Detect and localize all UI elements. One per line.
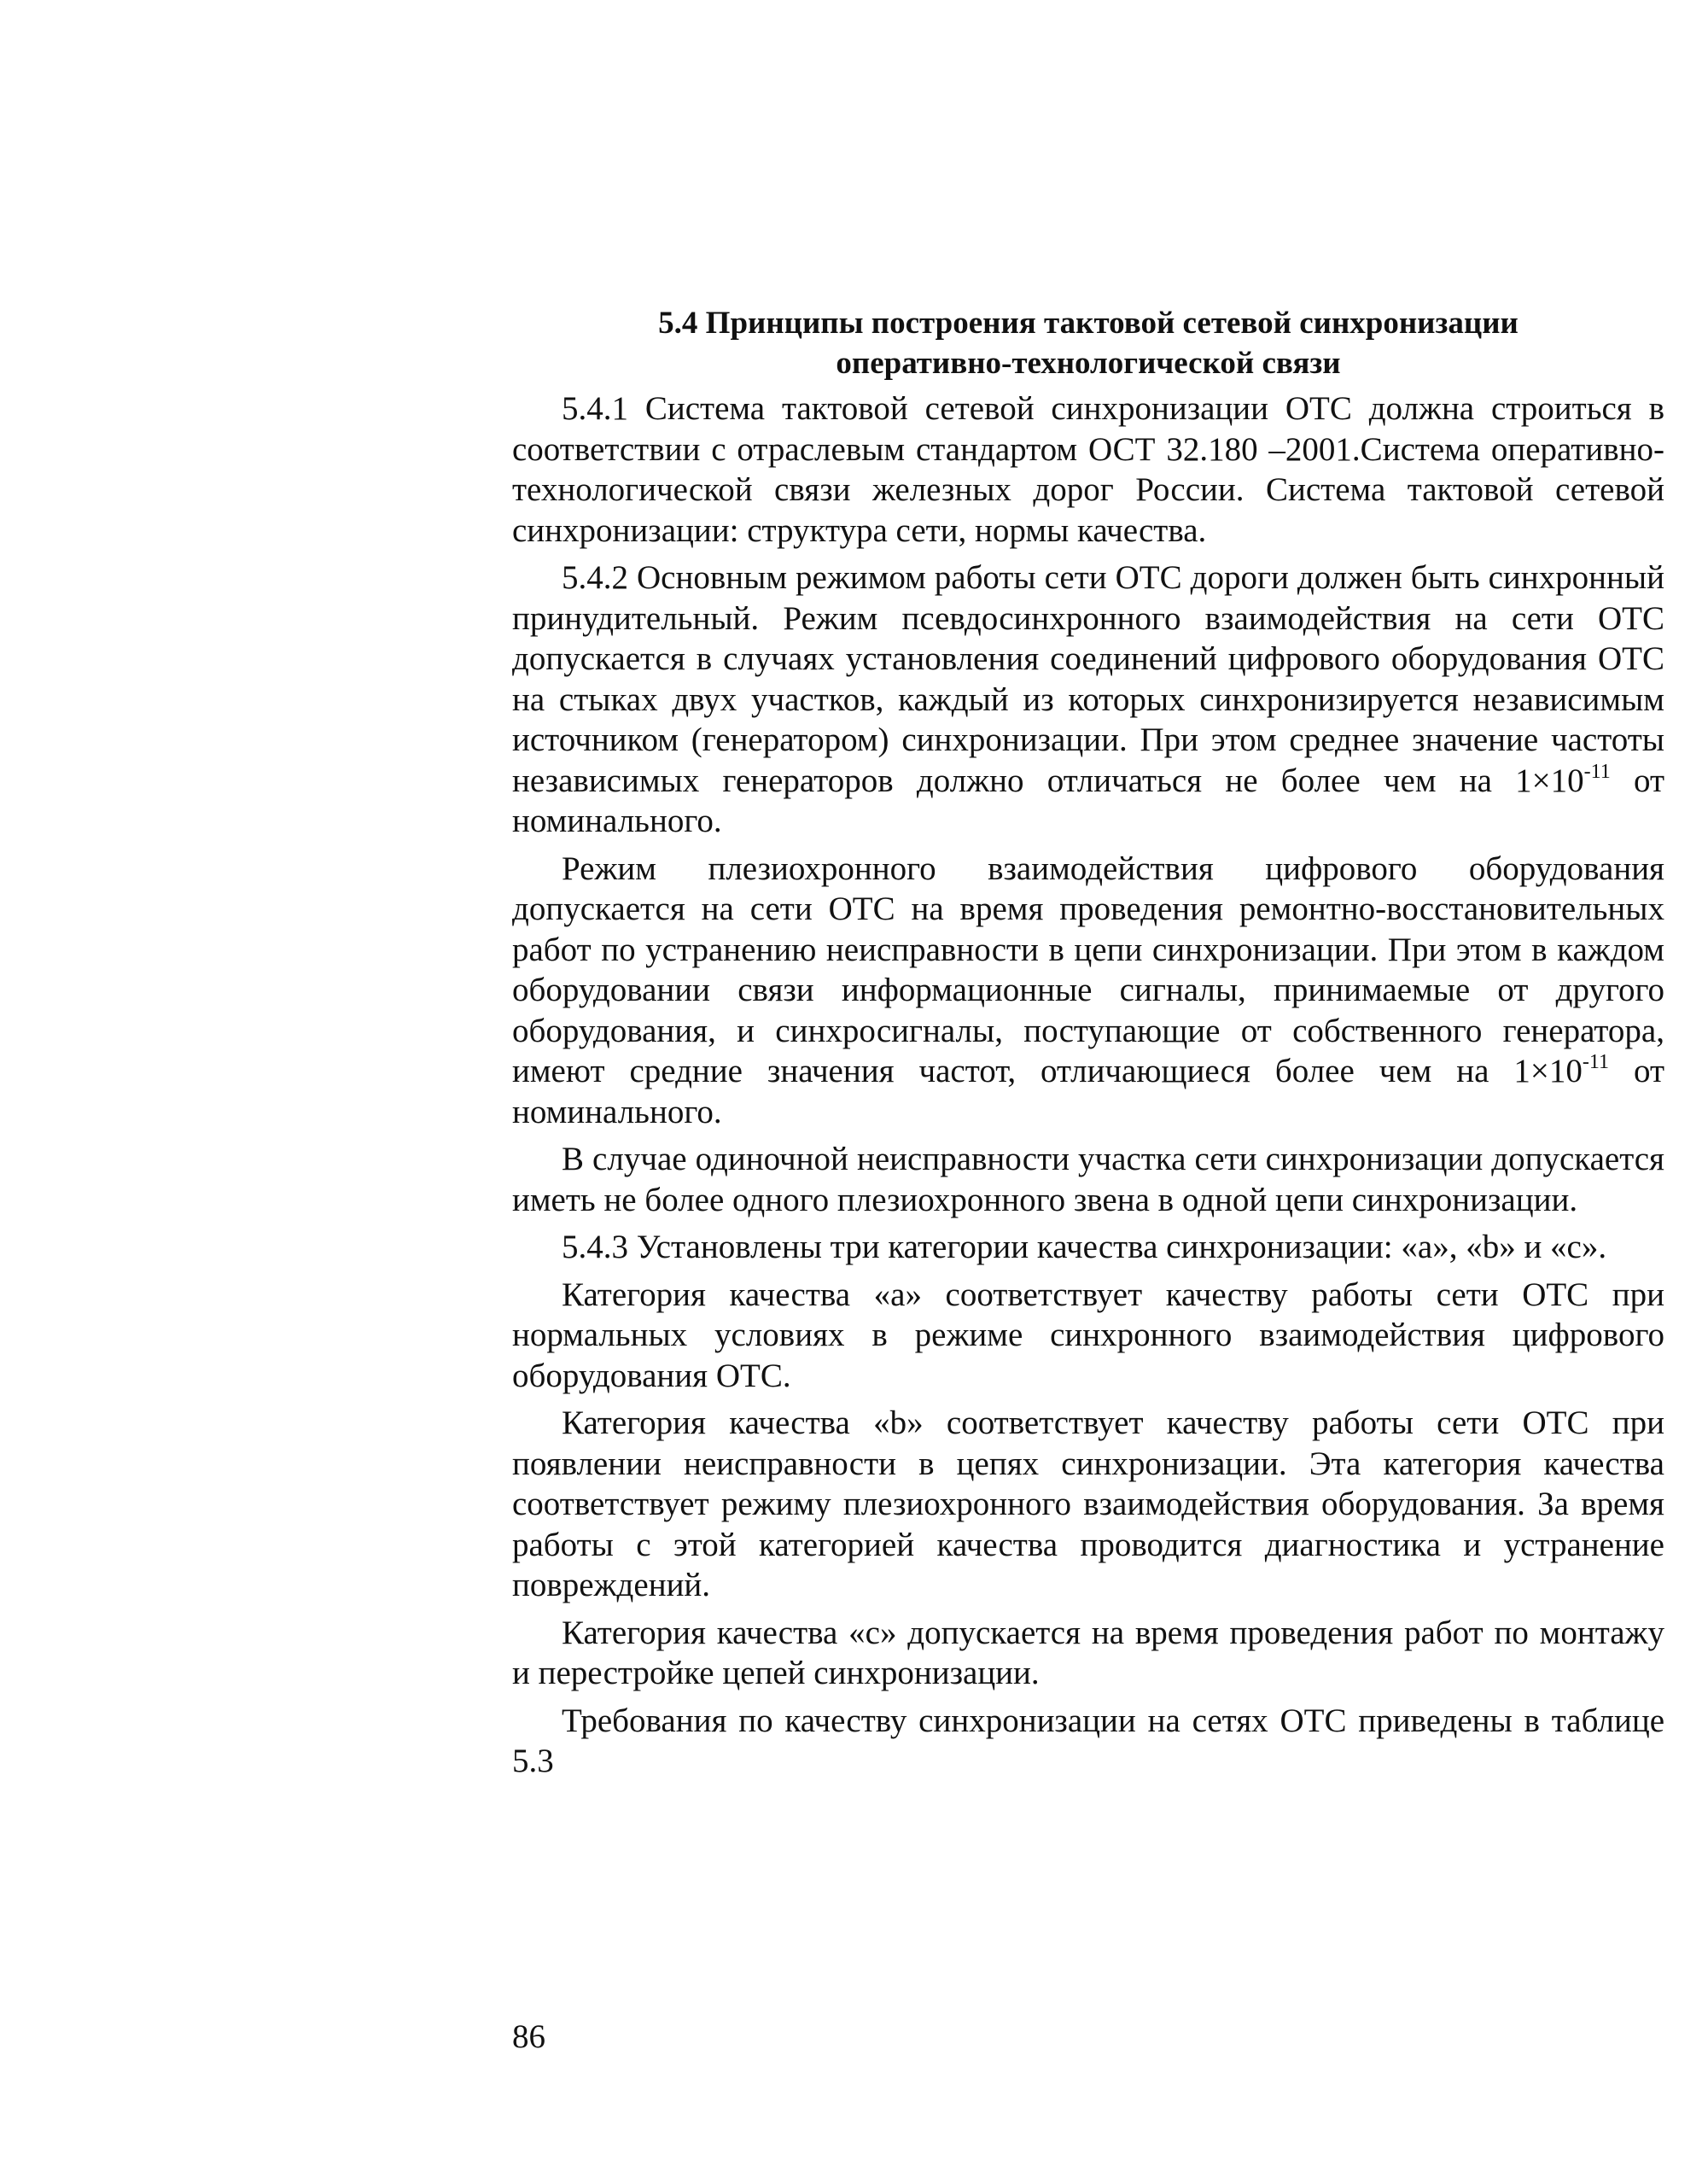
paragraph-plesiochronous-text: Режим плезиохронного взаимодействия цифрового оборудования допускается на сети ОТС на время проведения ремонтно-восстановительных работ по устранению неисправности в цепи синхронизации. При этом в каждом оборудовании связи информационные сигналы, принимаемые от другого оборудования, и синхросигналы, поступающие от собственного генератора, имеют средние значения частот, отличающиеся более чем на (512, 850, 1664, 1089)
paragraph-category-b: Категория качества «b» соответствует качеству работы сети ОТС при появлении неисправности в цепях синхронизации. Эта категория качества соответствует режиму плезиохронного взаимодействия оборудования. За время работы с этой категорией качества проводится диагностика и устранение повреждений. (512, 1404, 1664, 1603)
section-title-line-1: 5.4 Принципы построения тактовой сетевой синхронизации (658, 306, 1519, 341)
tolerance-exponent-2: -11 (1582, 1051, 1610, 1073)
frequency-tolerance-2 (1513, 1053, 1609, 1089)
paragraph-5-4-2 (512, 558, 1664, 842)
section-title-line-2: оперативно-технологической связи (836, 346, 1341, 381)
paragraph-table-reference: Требования по качеству синхронизации на сетях ОТС приведены в таблице 5.3 (512, 1702, 1664, 1779)
tolerance-mantissa: 1×10 (1515, 762, 1584, 799)
tolerance-exponent: -11 (1583, 760, 1611, 783)
paragraph-plesiochronous-tail: от номинального. (512, 1053, 1665, 1130)
page-number: 86 (512, 2018, 545, 2055)
frequency-tolerance (1515, 762, 1611, 799)
section-heading (512, 303, 1664, 383)
paragraph-single-fault: В случае одиночной неисправности участка сети синхронизации допускается иметь не более одного плезиохронного звена в одной цепи синхронизации. (512, 1141, 1664, 1218)
body-text (512, 388, 1664, 1789)
paragraph-5-4-1: 5.4.1 Система тактовой сетевой синхронизации ОТС должна строиться в соответствии с отраслевым стандартом ОСТ 32.180 –2001.Система оперативно-технологической связи железных дорог России. Система тактовой сетевой синхронизации: структура сети, нормы качества. (512, 390, 1664, 549)
paragraph-5-4-2-text: 5.4.2 Основным режимом работы сети ОТС дороги должен быть синхронный принудительный. Режим псевдосинхронного взаимодействия на сети ОТС допускается в случаях установления соединений цифрового оборудования ОТС на стыках двух участков, каждый из которых синхронизируется независимым источником (генератором) синхронизации. При этом среднее значение частоты независимых генераторов должно отличаться не более чем на (512, 559, 1664, 799)
paragraph-category-c: Категория качества «с» допускается на время проведения работ по монтажу и перестройке цепей синхронизации. (512, 1614, 1664, 1691)
paragraph-plesiochronous (512, 849, 1664, 1133)
paragraph-category-a: Категория качества «а» соответствует качеству работы сети ОТС при нормальных условиях в режиме синхронного взаимодействия цифрового оборудования ОТС. (512, 1276, 1664, 1394)
paragraph-5-4-3: 5.4.3 Установлены три категории качества синхронизации: «а», «b» и «с». (562, 1229, 1607, 1265)
tolerance-mantissa-2: 1×10 (1513, 1053, 1583, 1089)
paragraph-5-4-2-tail: от номинального. (512, 762, 1665, 839)
